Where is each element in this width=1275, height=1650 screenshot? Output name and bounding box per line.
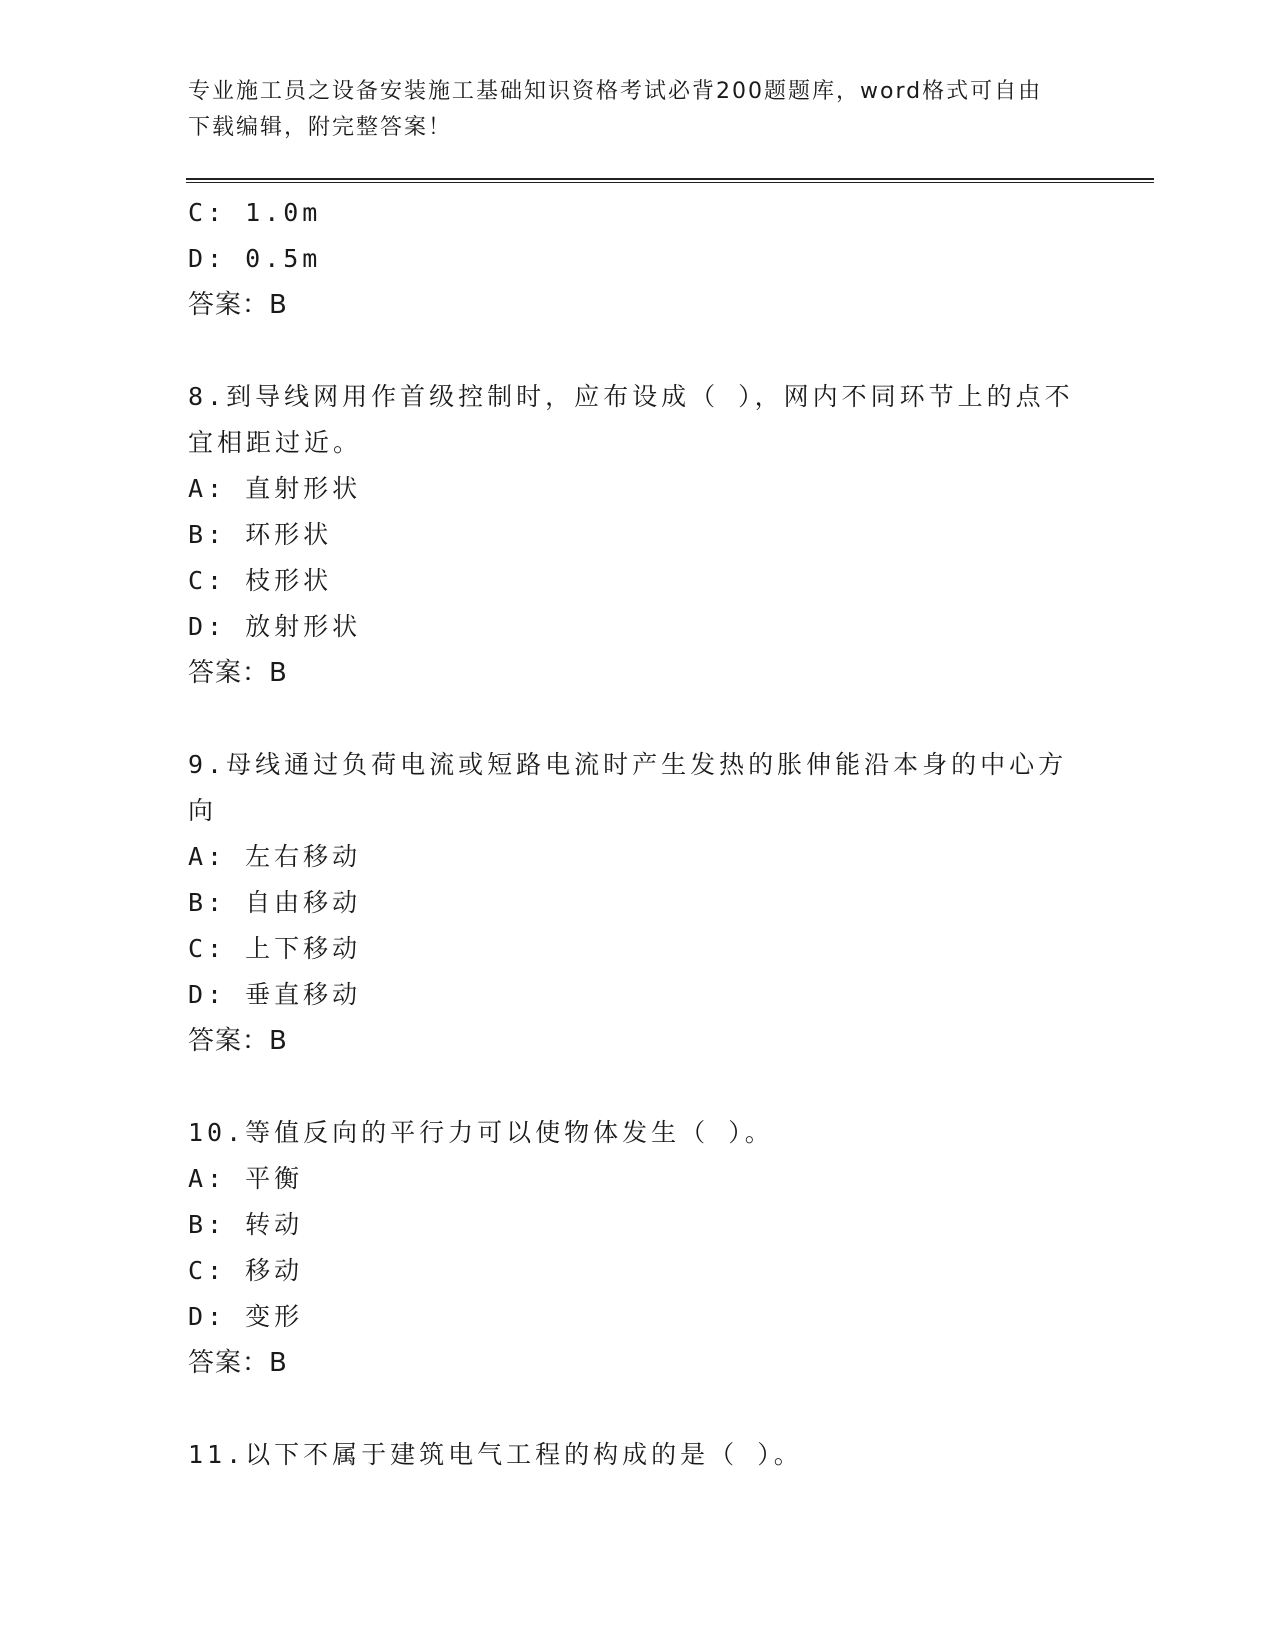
spacer (188, 696, 1088, 742)
question-stem: 11.以下不属于建筑电气工程的构成的是（ ）。 (188, 1440, 803, 1469)
spacer (188, 1064, 1088, 1110)
option-b: B: 转动 (188, 1210, 304, 1239)
option-a: A: 左右移动 (188, 842, 362, 871)
question-list (188, 190, 1088, 1478)
question-11 (188, 1432, 1088, 1478)
option-b: B: 自由移动 (188, 888, 362, 917)
option-c: C: 移动 (188, 1256, 304, 1285)
question-9 (188, 742, 1088, 1064)
question-10 (188, 1110, 1088, 1386)
option-a: A: 直射形状 (188, 474, 362, 503)
question-stem-line-1: 9.母线通过负荷电流或短路电流时产生发热的胀伸能沿本身的中心方 (188, 750, 1068, 779)
answer-line: 答案：B (188, 658, 288, 688)
option-b: B: 环形状 (188, 520, 333, 549)
option-d: D: 0.5m (188, 244, 322, 273)
question-7-tail (188, 190, 1088, 328)
option-c: C: 上下移动 (188, 934, 362, 963)
answer-line: 答案：B (188, 290, 288, 320)
option-d: D: 变形 (188, 1302, 304, 1331)
header-divider (186, 178, 1154, 183)
option-d: D: 垂直移动 (188, 980, 362, 1009)
header-title-line-2: 下载编辑，附完整答案！ (188, 115, 453, 140)
spacer (188, 328, 1088, 374)
option-a: A: 平衡 (188, 1164, 304, 1193)
question-stem-line-2: 向 (188, 796, 218, 825)
answer-line: 答案：B (188, 1348, 288, 1378)
header-title-line-1: 专业施工员之设备安装施工基础知识资格考试必背200题题库，word格式可自由 (188, 79, 1043, 104)
option-c: C: 枝形状 (188, 566, 333, 595)
answer-line: 答案：B (188, 1026, 288, 1056)
question-stem-line-1: 8.到导线网用作首级控制时，应布设成（ ），网内不同环节上的点不 (188, 382, 1074, 411)
spacer (188, 1386, 1088, 1432)
option-c: C: 1.0m (188, 198, 322, 227)
question-stem: 10.等值反向的平行力可以使物体发生（ ）。 (188, 1118, 774, 1147)
page-header (188, 74, 1068, 146)
question-8 (188, 374, 1088, 696)
question-stem-line-2: 宜相距过近。 (188, 428, 363, 457)
option-d: D: 放射形状 (188, 612, 362, 641)
